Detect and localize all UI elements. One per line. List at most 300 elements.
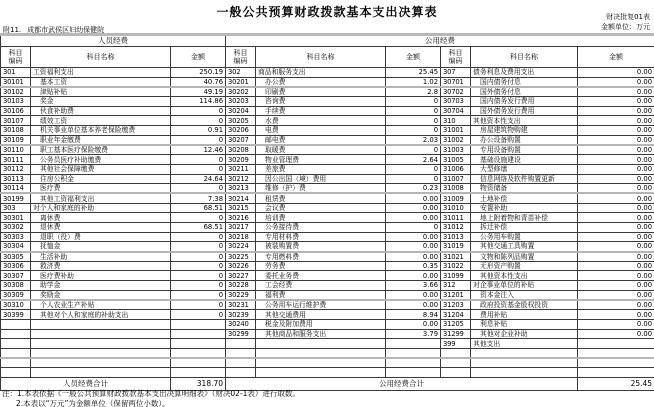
cell-subject-name [471,368,578,378]
cell-amount: 0.91 [171,126,226,136]
cell-subject-name [256,358,386,368]
unit-name-label: 成都市武侯区妇幼保健院 [27,26,105,34]
col-header-code [1,47,31,68]
cell-subject-name: 租赁费 [256,193,386,203]
cell-subject-name: 绩效工资 [31,116,171,126]
cell-amount: 12.46 [171,145,226,155]
cell-amount: 0 [386,116,441,126]
cell-subject-code: 30208 [226,145,256,155]
cell-subject-name: 其他支出 [471,339,578,349]
cell-subject-name: 其他资本性支出 [471,271,578,281]
budget-table [0,33,654,391]
cell-subject-name: 劳务费 [256,261,386,271]
cell-subject-name: 公务用车运行维护费 [256,300,386,310]
col-header-amount: 金额 [171,47,226,68]
cell-subject-name: 税金及附加费用 [256,319,386,329]
cell-subject-code: 30110 [1,145,31,155]
cell-subject-code: 30229 [226,290,256,300]
cell-subject-name: 公务员医疗补助缴费 [31,155,171,165]
table-row [1,271,654,281]
cell-subject-name [31,358,171,368]
cell-subject-code: 30203 [226,97,256,107]
col-header-code [441,47,471,68]
cell-subject-code: 30399 [1,310,31,320]
cell-subject-name: 其他社会保障缴费 [31,164,171,174]
table-row [1,174,654,184]
cell-subject-name: 印刷费 [256,87,386,97]
cell-amount: 0.00 [578,271,654,281]
cell-subject-name: 其他资本性支出 [471,116,578,126]
cell-subject-name: 安置补助 [471,203,578,213]
column-header-row [1,47,654,68]
cell-subject-name [256,339,386,349]
cell-subject-code: 30202 [226,87,256,97]
cell-amount: 68.51 [171,223,226,233]
cell-amount: 0 [171,242,226,252]
cell-subject-name: 对个人和家庭的补助 [31,203,171,213]
cell-subject-name: 福利费 [256,290,386,300]
cell-subject-name: 其他工资福利支出 [31,193,171,203]
col-header-name: 科目名称 [256,47,386,68]
cell-subject-code: 30214 [226,193,256,203]
table-code-label: 财决批复01表 [606,13,650,21]
cell-subject-code [226,358,256,368]
cell-subject-name: 国内债务付息 [471,77,578,87]
cell-subject-name: 医疗费补助 [31,271,171,281]
cell-subject-code: 399 [441,339,471,349]
cell-subject-code: 30231 [226,300,256,310]
cell-amount: 0 [386,174,441,184]
cell-subject-name: 土地补偿 [471,193,578,203]
cell-amount: 0 [171,232,226,242]
cell-subject-code: 31019 [441,242,471,252]
cell-subject-name: 基本工资 [31,77,171,87]
cell-subject-code: 30228 [226,281,256,291]
cell-subject-name: 公务接待费 [256,223,386,233]
cell-subject-code: 30302 [1,223,31,233]
cell-subject-name: 培训费 [256,213,386,223]
cell-amount: 0 [171,252,226,262]
cell-subject-code: 30216 [226,213,256,223]
cell-amount: 1.02 [386,77,441,87]
cell-amount [171,358,226,368]
cell-subject-code: 30215 [226,203,256,213]
table-row [1,126,654,136]
cell-subject-name: 退职（役）费 [31,232,171,242]
cell-amount: 0.00 [386,319,441,329]
cell-subject-code: 30704 [441,106,471,116]
cell-subject-name: 费用补贴 [471,310,578,320]
table-row [1,290,654,300]
cell-subject-code: 30109 [1,135,31,145]
cell-subject-name: 咨询费 [256,97,386,107]
cell-subject-code: 30106 [1,106,31,116]
cell-amount: 0.00 [578,145,654,155]
cell-subject-code: 31013 [441,232,471,242]
cell-subject-code: 30201 [226,77,256,87]
cell-subject-name: 取暖费 [256,145,386,155]
cell-subject-code: 31021 [441,252,471,262]
table-row [1,358,654,368]
cell-subject-name: 工资福利支出 [31,68,171,78]
cell-subject-code: 30308 [1,281,31,291]
cell-amount [171,319,226,329]
cell-subject-code: 31022 [441,261,471,271]
cell-subject-name: 因公出国（境）费用 [256,174,386,184]
cell-subject-code: 30114 [1,184,31,194]
table-row [1,242,654,252]
cell-subject-name: 大型修缮 [471,164,578,174]
table-meta-right [601,12,650,32]
cell-subject-name: 救济费 [31,261,171,271]
table-row [1,213,654,223]
cell-amount: 2.64 [386,155,441,165]
table-row [1,77,654,87]
attachment-number-label: 附11. [3,26,22,34]
cell-subject-code: 30213 [226,184,256,194]
cell-subject-code [1,319,31,329]
table-row [1,368,654,378]
cell-subject-name: 津贴补贴 [31,87,171,97]
cell-amount: 0.00 [578,261,654,271]
cell-amount [171,368,226,378]
table-row [1,300,654,310]
cell-subject-code: 30205 [226,116,256,126]
cell-subject-name: 资本金注入 [471,290,578,300]
cell-amount: 0 [386,145,441,155]
cell-subject-code: 30209 [226,155,256,165]
cell-subject-code: 312 [441,281,471,291]
table-row [1,281,654,291]
cell-subject-code [226,339,256,349]
group-header-personnel: 人员经费 [1,35,226,47]
cell-subject-code: 30113 [1,174,31,184]
cell-amount [386,339,441,349]
cell-subject-name: 其他交通费用 [256,310,386,320]
cell-amount: 0.00 [386,271,441,281]
col-header-code-line1: 科目 [233,49,248,57]
cell-subject-code [441,368,471,378]
cell-subject-name: 奖金 [31,97,171,107]
cell-subject-code: 30239 [226,310,256,320]
table-row [1,348,654,358]
cell-amount: 0.00 [386,203,441,213]
cell-subject-code: 31099 [441,271,471,281]
cell-subject-name: 离休费 [31,213,171,223]
cell-subject-code: 31011 [441,213,471,223]
cell-subject-code [441,358,471,368]
cell-subject-code: 310 [441,116,471,126]
cell-amount: 0.00 [578,164,654,174]
cell-amount: 0.00 [386,290,441,300]
cell-amount: 0.00 [578,329,654,339]
cell-amount: 0 [171,300,226,310]
cell-amount: 0 [171,310,226,320]
table-body [1,35,654,391]
cell-subject-code: 30303 [1,232,31,242]
cell-amount: 0 [171,271,226,281]
cell-amount: 25.45 [386,68,441,78]
cell-amount: 0.00 [578,68,654,78]
cell-subject-code: 30240 [226,319,256,329]
cell-amount [578,348,654,358]
cell-subject-code: 30108 [1,126,31,136]
cell-amount [578,339,654,349]
cell-amount: 3.79 [386,329,441,339]
cell-subject-code: 307 [441,68,471,78]
cell-amount: 0.00 [578,319,654,329]
cell-amount [578,358,654,368]
cell-amount: 0 [171,155,226,165]
cell-amount: 40.76 [171,77,226,87]
cell-amount: 7.38 [171,193,226,203]
cell-subject-code: 30102 [1,87,31,97]
cell-amount: 0.00 [578,184,654,194]
cell-subject-code: 30225 [226,252,256,262]
col-header-code-line1: 科目 [448,49,463,57]
cell-subject-name: 机关事业单位基本养老保险缴费 [31,126,171,136]
cell-amount: 0.00 [578,135,654,145]
cell-subject-name: 物业管理费 [256,155,386,165]
cell-subject-name: 政府投资基金股权投资 [471,300,578,310]
cell-subject-name [31,348,171,358]
cell-amount: 0.00 [578,87,654,97]
cell-amount: 0.00 [578,300,654,310]
cell-subject-code: 31299 [441,329,471,339]
cell-amount: 0.00 [578,310,654,320]
cell-subject-code [226,368,256,378]
cell-subject-code: 303 [1,203,31,213]
cell-subject-code: 30305 [1,252,31,262]
cell-amount: 0.00 [386,300,441,310]
table-row [1,164,654,174]
cell-amount [386,368,441,378]
cell-subject-code: 31006 [441,164,471,174]
cell-amount [171,348,226,358]
total-public-value: 25.45 [578,378,654,391]
cell-subject-code: 30306 [1,261,31,271]
cell-amount: 2.8 [386,87,441,97]
cell-subject-name: 被装购置费 [256,242,386,252]
cell-amount [171,339,226,349]
cell-subject-name [31,339,171,349]
col-header-amount: 金额 [386,47,441,68]
cell-amount: 0.00 [386,232,441,242]
cell-amount: 24.64 [171,174,226,184]
cell-subject-code: 30226 [226,261,256,271]
cell-subject-name: 拆迁补偿 [471,223,578,233]
cell-subject-code: 30227 [226,271,256,281]
cell-amount: 0 [171,116,226,126]
table-row [1,106,654,116]
cell-subject-name [31,319,171,329]
cell-amount: 0.00 [578,174,654,184]
cell-subject-code [1,329,31,339]
cell-subject-code: 30304 [1,242,31,252]
cell-subject-name: 工会经费 [256,281,386,291]
cell-subject-name: 手续费 [256,106,386,116]
cell-amount: 0.23 [386,184,441,194]
cell-amount: 0 [171,290,226,300]
table-row [1,310,654,320]
col-header-amount: 金额 [578,47,654,68]
cell-subject-code: 30703 [441,97,471,107]
table-row [1,68,654,78]
cell-amount: 0.00 [578,232,654,242]
cell-subject-name [471,348,578,358]
cell-amount: 0.00 [578,252,654,262]
cell-subject-name: 专用燃料费 [256,252,386,262]
cell-subject-code: 31008 [441,184,471,194]
col-header-code-line2: 编码 [233,57,248,65]
cell-subject-name: 职业年金缴费 [31,135,171,145]
cell-subject-code: 30206 [226,126,256,136]
cell-subject-name: 抚恤金 [31,242,171,252]
table-row [1,87,654,97]
cell-subject-name: 生活补助 [31,252,171,262]
cell-subject-name: 无形资产购置 [471,261,578,271]
cell-amount: 0.00 [578,242,654,252]
cell-amount: 0 [171,164,226,174]
cell-subject-code: 301 [1,68,31,78]
cell-amount [386,348,441,358]
table-row [1,319,654,329]
page-title: 一般公共预算财政拨款基本支出决算表 [216,5,438,19]
cell-subject-code: 31010 [441,203,471,213]
cell-amount: 0.00 [578,193,654,203]
cell-amount: 0 [171,261,226,271]
cell-amount: 0 [171,135,226,145]
table-row [1,155,654,165]
cell-subject-name: 职工基本医疗保险缴费 [31,145,171,155]
cell-amount: 0.00 [578,281,654,291]
cell-subject-name [256,368,386,378]
cell-subject-name: 奖励金 [31,290,171,300]
cell-subject-code: 30112 [1,164,31,174]
cell-subject-name [31,368,171,378]
cell-amount: 0.00 [578,116,654,126]
cell-subject-name: 助学金 [31,281,171,291]
table-row [1,252,654,262]
cell-amount: 0.00 [386,213,441,223]
cell-subject-code: 30309 [1,290,31,300]
cell-subject-name: 商品和服务支出 [256,68,386,78]
table-row [1,329,654,339]
cell-amount: 0.00 [386,252,441,262]
table-row [1,116,654,126]
cell-subject-code: 30107 [1,116,31,126]
cell-subject-code: 31007 [441,174,471,184]
cell-subject-code: 30199 [1,193,31,203]
table-row [1,97,654,107]
cell-subject-name: 基础设施建设 [471,155,578,165]
cell-subject-name: 国外债务付息 [471,87,578,97]
cell-subject-code: 31203 [441,300,471,310]
cell-subject-name: 办公设备购置 [471,135,578,145]
table-row [1,232,654,242]
cell-subject-name: 其他交通工具购置 [471,242,578,252]
cell-subject-code: 30310 [1,300,31,310]
cell-subject-name: 医疗费 [31,184,171,194]
col-header-code-line2: 编码 [8,57,23,65]
cell-subject-name: 利息补贴 [471,319,578,329]
cell-subject-name: 文物和陈列品购置 [471,252,578,262]
cell-subject-name: 退休费 [31,223,171,233]
cell-amount: 8.94 [386,310,441,320]
cell-subject-name: 国内债务发行费用 [471,97,578,107]
cell-subject-code: 31001 [441,126,471,136]
table-notes [2,389,652,407]
cell-subject-code: 30224 [226,242,256,252]
note-line-2: 2.本表以“万元”为金额单位（保留两位小数）。 [16,398,170,407]
cell-subject-name: 信息网络及软件购置更新 [471,174,578,184]
table-row [1,193,654,203]
cell-amount: 0 [171,213,226,223]
cell-amount: 0.00 [578,213,654,223]
cell-subject-code [441,348,471,358]
cell-subject-code: 30301 [1,213,31,223]
total-public-label: 公用经费合计 [226,378,578,391]
cell-amount: 0.00 [386,193,441,203]
group-header-row [1,35,654,47]
cell-amount: 2.03 [386,135,441,145]
cell-amount: 0 [171,184,226,194]
col-header-code-line1: 科目 [8,49,23,57]
cell-subject-code [1,348,31,358]
cell-subject-name: 维修（护）费 [256,184,386,194]
cell-subject-name: 专用设备购置 [471,145,578,155]
cell-subject-code: 31003 [441,145,471,155]
cell-amount: 0.00 [578,223,654,233]
table-row [1,184,654,194]
table-row [1,145,654,155]
cell-subject-name [256,348,386,358]
cell-subject-name: 邮电费 [256,135,386,145]
table-row [1,135,654,145]
cell-amount: 0 [386,97,441,107]
cell-subject-code: 30307 [1,271,31,281]
cell-amount: 0 [386,106,441,116]
cell-subject-name: 国外债务发行费用 [471,106,578,116]
cell-subject-code: 30204 [226,106,256,116]
cell-subject-name: 对企事业单位的补贴 [471,281,578,291]
cell-amount: 0 [171,281,226,291]
table-row [1,223,654,233]
cell-subject-name: 债务利息及费用支出 [471,68,578,78]
cell-amount: 0.00 [578,155,654,165]
cell-amount: 3.66 [386,281,441,291]
cell-subject-code: 30701 [441,77,471,87]
col-header-code-line2: 编码 [448,57,463,65]
cell-subject-code: 30103 [1,97,31,107]
cell-subject-code: 30101 [1,77,31,87]
cell-subject-code: 31005 [441,155,471,165]
cell-subject-name: 专用材料费 [256,232,386,242]
cell-amount [578,368,654,378]
cell-amount: 49.19 [171,87,226,97]
cell-subject-name: 其他商品和服务支出 [256,329,386,339]
cell-subject-code: 30299 [226,329,256,339]
cell-amount: 0.00 [578,97,654,107]
table-row [1,339,654,349]
cell-amount: 0 [171,106,226,116]
cell-amount: 0.00 [578,203,654,213]
cell-amount: 0.00 [578,77,654,87]
cell-subject-name: 其他对企业补助 [471,329,578,339]
cell-amount [171,329,226,339]
cell-subject-name [31,329,171,339]
cell-subject-name: 会议费 [256,203,386,213]
